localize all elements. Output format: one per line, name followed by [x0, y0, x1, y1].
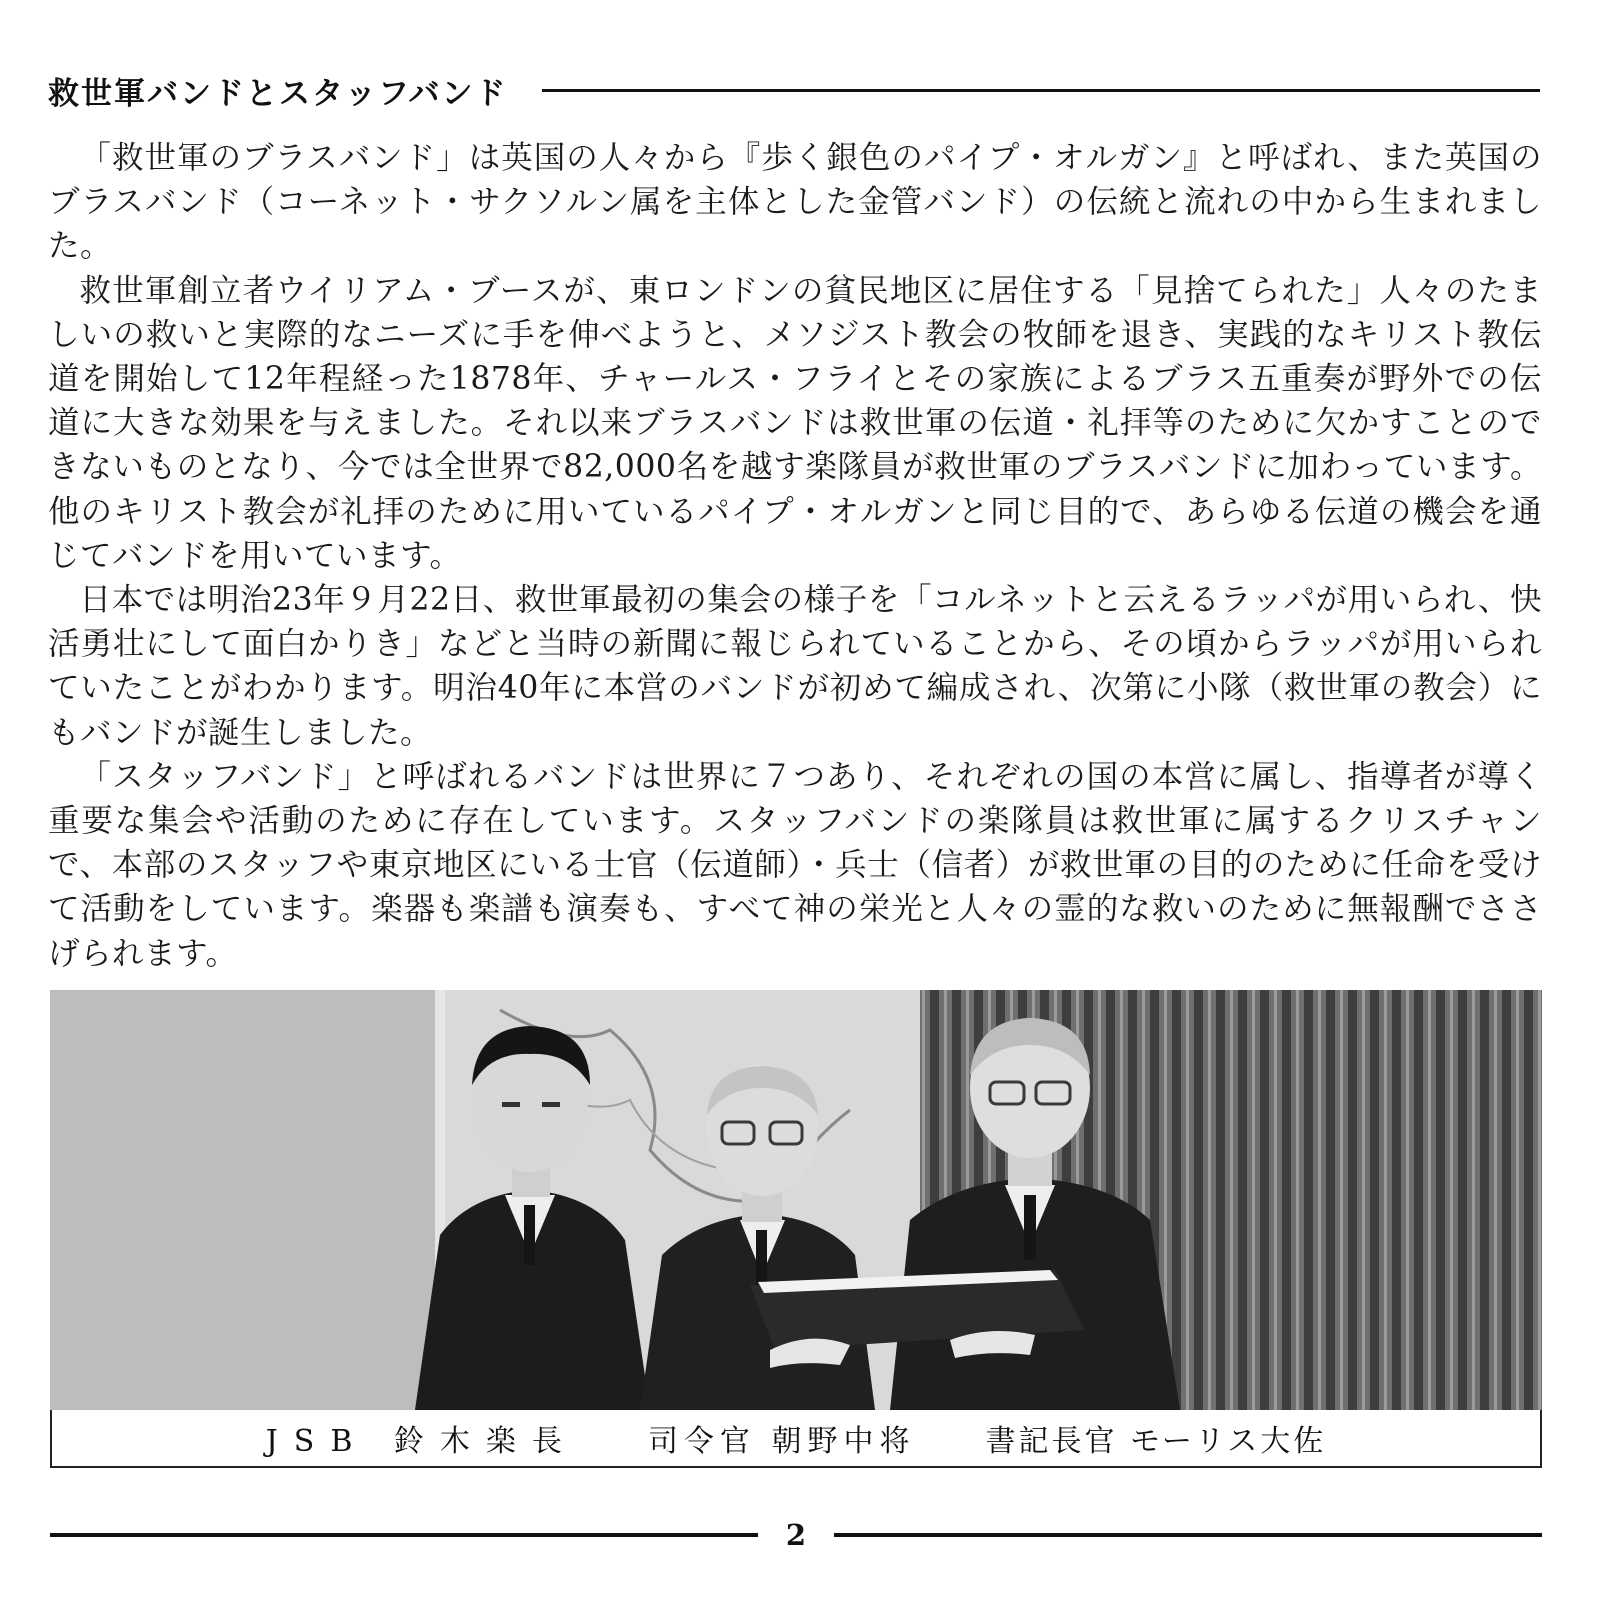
article-body — [48, 136, 1542, 976]
section-heading: 救世軍バンドとスタッフバンド — [48, 75, 508, 112]
footer-rule-right — [834, 1533, 1542, 1537]
wall-left — [50, 990, 435, 1410]
caption-chief-secretary: 書記長官 モーリス大佐 — [985, 1424, 1327, 1459]
paragraph-4: 「スタッフバンド」と呼ばれるバンドは世界に７つあり、それぞれの国の本営に属し、指導者が導く重要な集会や活動のために存在しています。スタッフバンドの楽隊員は救世軍に属するクリスチャンで、本部のスタッフや東京地区にいる士官（伝道師）・兵士（信者）が救世軍の目的のために任命を受けて活動をしています。楽器も楽譜も演奏も、すべて神の栄光と人々の霊的な救いのために無報酬でささげられます。 — [48, 758, 1542, 972]
page-footer — [50, 1515, 1542, 1555]
caption-band-leader: JSB 鈴木楽長 — [265, 1424, 578, 1459]
group-photo — [50, 990, 1542, 1410]
paragraph-1: 「救世軍のブラスバンド」は英国の人々から『歩く銀色のパイプ・オルガン』と呼ばれ、また英国のブラスバンド（コーネット・サクソルン属を主体とした金管バンド）の伝統と流れの中から生まれました。 — [48, 140, 1542, 265]
page-number: 2 — [785, 1518, 807, 1552]
paragraph-3: 日本では明治23年９月22日、救世軍最初の集会の様子を「コルネットと云えるラッパが用いられ、快活勇壮にして面白かりき」などと当時の新聞に報じられていることから、その頃からラッパが用いられていたことがわかります。明治40年に本営のバンドが初めて編成され、次第に小隊（救世軍の教会）にもバンドが誕生しました。 — [48, 582, 1542, 751]
heading-row — [48, 62, 1540, 118]
photo-illustration — [50, 990, 1542, 1410]
heading-rule — [542, 89, 1540, 92]
caption-commander: 司令官 朝野中将 — [647, 1424, 916, 1459]
footer-rule-left — [50, 1533, 758, 1537]
paragraph-2: 救世軍創立者ウイリアム・ブースが、東ロンドンの貧民地区に居住する「見捨てられた」人々のたましいの救いと実際的なニーズに手を伸べようと、メソジスト教会の牧師を退き、実践的なキリスト教伝道を開始して12年程経った1878年、チャールス・フライとその家族によるブラス五重奏が野外での伝道に大きな効果を与えました。それ以来ブラスバンドは救世軍の伝道・礼拝等のために欠かすことのできないものとなり、今では全世界で82,000名を越す楽隊員が救世軍のブラスバンドに加わっています。他のキリスト教会が礼拝のために用いているパイプ・オルガンと同じ目的で、あらゆる伝道の機会を通じてバンドを用いています。 — [48, 272, 1542, 574]
photo-caption — [50, 1410, 1542, 1468]
